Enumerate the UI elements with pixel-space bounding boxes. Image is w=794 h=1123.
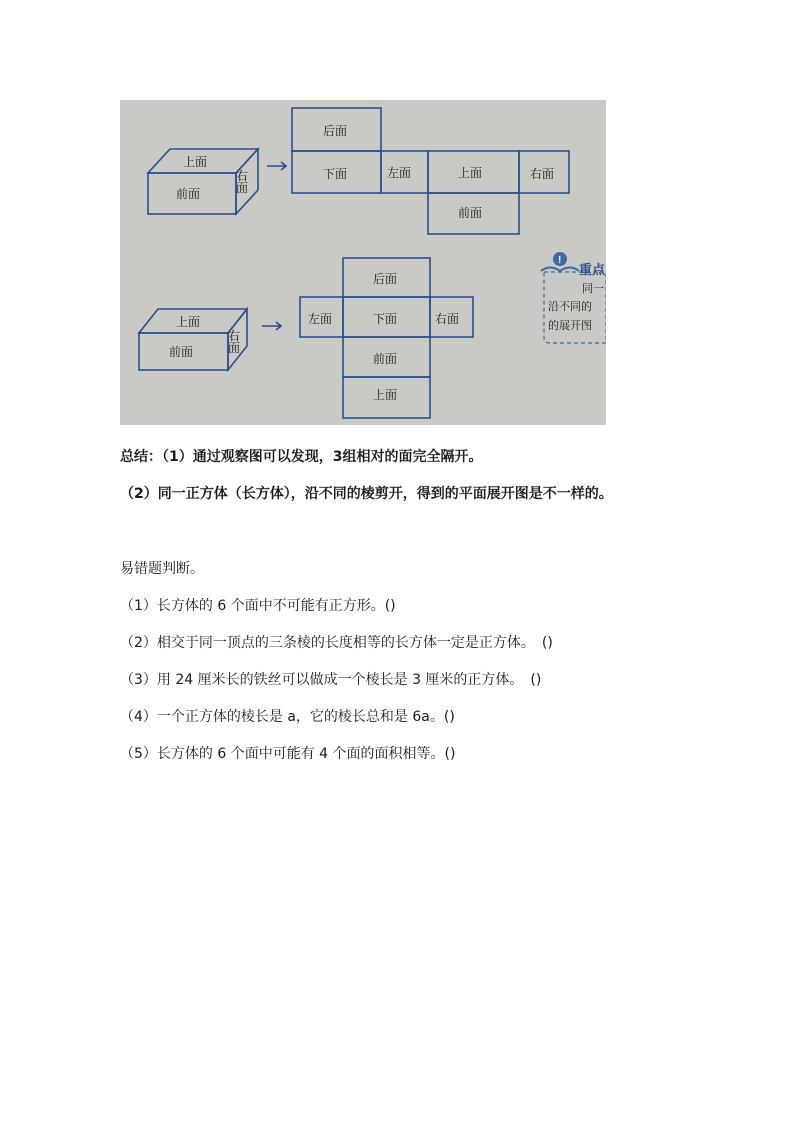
svg-text:!: ! — [558, 255, 562, 266]
box2-front-label: 前面 — [169, 345, 194, 359]
net2-bottom-label: 下面 — [373, 312, 398, 326]
quiz-item: （4）一个正方体的棱长是 a，它的棱长总和是 6a。() — [120, 709, 455, 725]
net1-front-label: 前面 — [458, 206, 483, 220]
callout-line-3: 的展开图 — [548, 319, 592, 332]
net2-top-label: 上面 — [373, 388, 398, 402]
textbook-photo — [120, 100, 606, 425]
callout-line-1: 同一 — [582, 282, 604, 295]
quiz-item: （1）长方体的 6 个面中不可能有正方形。() — [120, 598, 396, 614]
quiz-item: （3）用 24 厘米长的铁丝可以做成一个棱长是 3 厘米的正方体。 () — [120, 672, 542, 688]
net1-right-label: 右面 — [530, 167, 555, 181]
callout-title: 重点 — [579, 263, 606, 278]
quiz-item: （2）相交于同一顶点的三条棱的长度相等的长方体一定是正方体。 () — [120, 635, 553, 651]
box1-front-label: 前面 — [176, 187, 201, 201]
summary-line-2: （2）同一正方体（长方体），沿不同的棱剪开，得到的平面展开图是不一样的。 — [120, 486, 613, 502]
summary-line-1: 总结：（1）通过观察图可以发现，3组相对的面完全隔开。 — [120, 449, 483, 465]
net2-back-label: 后面 — [373, 272, 398, 286]
net1-back-label: 后面 — [323, 124, 348, 138]
net2-right-label: 右面 — [435, 312, 460, 326]
quiz-heading: 易错题判断。 — [120, 561, 204, 577]
net2-left-label: 左面 — [308, 312, 333, 326]
net2-front-label: 前面 — [373, 352, 398, 366]
net1-top-label: 上面 — [458, 166, 483, 180]
box2-side-label: 右面 — [228, 329, 241, 355]
box2-top-label: 上面 — [176, 315, 201, 329]
box1-side-label: 右面 — [236, 169, 249, 195]
net1-left-label: 左面 — [387, 166, 412, 180]
net1-bottom-label: 下面 — [323, 167, 348, 181]
callout-line-2: 沿不同的 — [548, 300, 592, 313]
quiz-item: （5）长方体的 6 个面中可能有 4 个面的面积相等。() — [120, 746, 456, 762]
box1-top-label: 上面 — [183, 155, 208, 169]
